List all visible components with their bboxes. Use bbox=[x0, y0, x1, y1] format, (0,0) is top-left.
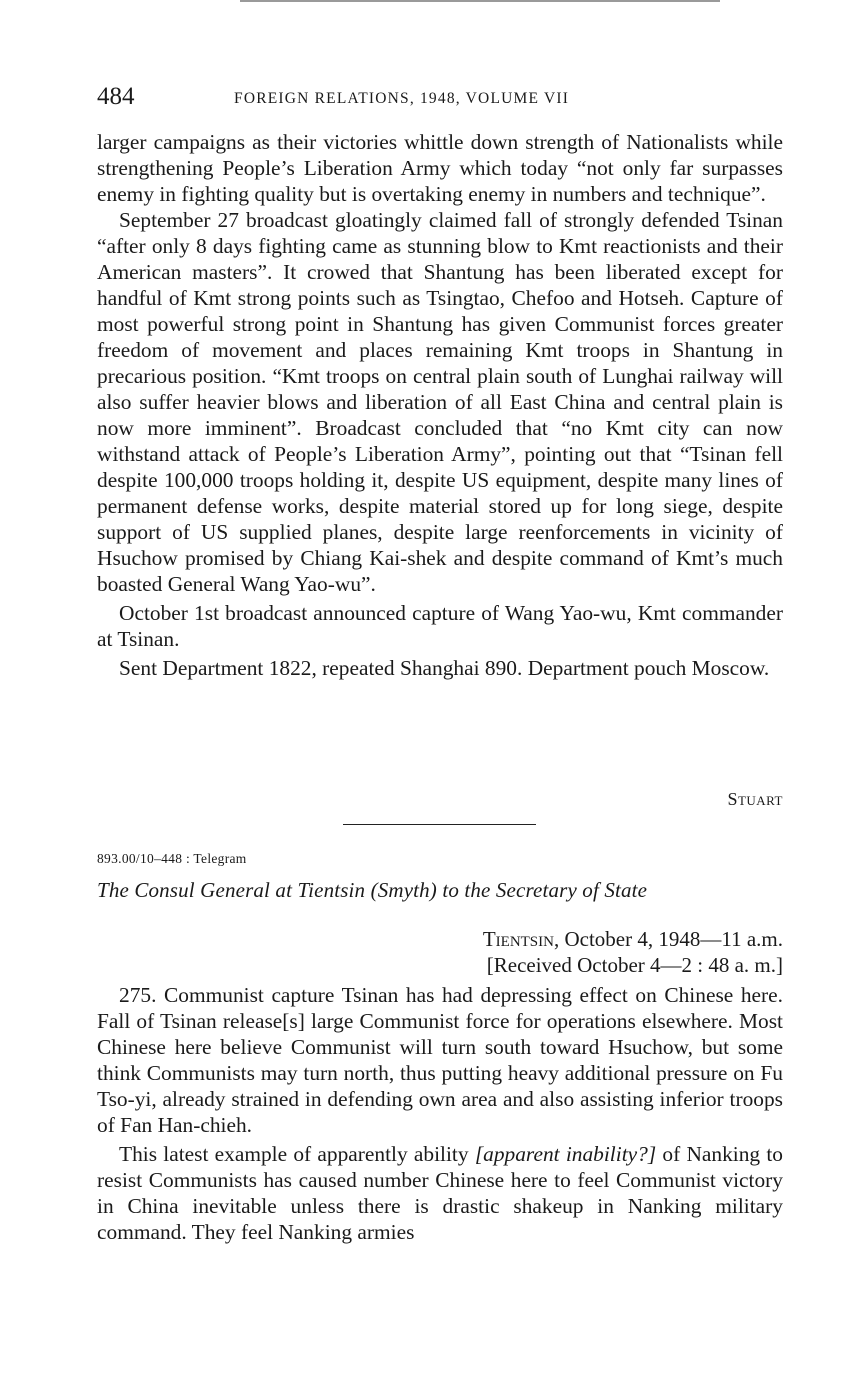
editorial-note bbox=[475, 1142, 656, 1166]
continuation-paragraph: September 27 broadcast gloatingly claimed fall of strongly defended Tsinan “after only 8 days fighting came as stunning blow to Kmt reactionists and their American masters”. It crowed that Shantung has been liberated except for handful of Kmt strong points such as Tsingtao, Chefoo and Hotseh. Capture of most powerful strong point in Shantung has given Communist forces greater freedom of movement and places remaining Kmt troops in Shantung in precarious position. “Kmt troops on central plain south of Lunghai railway will also suffer heavier blows and liberation of all East China and central plain is now more imminent”. Broadcast concluded that “no Kmt city can now withstand attack of People’s Liberation Army”, pointing out that “Tsinan fell despite 100,000 troops holding it, despite US equipment, despite many lines of permanent defense works, despite material stored up for long siege, despite support of US supplied planes, despite large reenforcements in vicinity of Hsuchow promised by Chiang Kai-shek and despite command of Kmt’s much boasted General Wang Yao-wu”. bbox=[97, 208, 783, 596]
continuation-paragraph: October 1st broadcast announced capture of Wang Yao-wu, Kmt commander at Tsinan. bbox=[97, 601, 783, 651]
editorial-note-text: [apparent inability?] bbox=[474, 1142, 657, 1166]
telegram-paragraph: 275. Communist capture Tsinan has had depressing effect on Chinese here. Fall of Tsinan release[s] large Communist force for operations elsewhere. Most Chinese here believe Communist will turn south toward Hsuchow, but some think Communists may turn north, thus putting heavy additional pressure on Fu Tso-yi, already strained in defending own area and also assisting inferior troops of Fan Han-chieh. bbox=[97, 983, 783, 1137]
page-header bbox=[97, 82, 783, 114]
received-line bbox=[487, 952, 783, 978]
document-title: The Consul General at Tientsin (Smyth) to the Secretary of State bbox=[97, 878, 648, 902]
signature bbox=[727, 787, 783, 811]
page-number: 484 bbox=[97, 83, 135, 110]
section-divider bbox=[343, 824, 536, 825]
continuation-paragraph: Sent Department 1822, repeated Shanghai 890. Department pouch Moscow. bbox=[119, 656, 770, 680]
paragraph-text: of Nanking to resist Communists has caused number Chinese here to feel Communist victory in China inevitable unless there is drastic shakeup in Nanking military command. They feel Nanking armies bbox=[97, 1142, 783, 1244]
running-head: FOREIGN RELATIONS, 1948, VOLUME VII bbox=[234, 90, 570, 107]
signature-name: Stuart bbox=[727, 789, 783, 809]
continuation-body bbox=[97, 129, 783, 681]
telegram-body bbox=[97, 982, 783, 1245]
top-scan-edge bbox=[240, 0, 720, 2]
continuation-paragraph: larger campaigns as their victories whittle down strength of Nationalists while strengthening People’s Liberation Army which today “not only far surpasses enemy in fighting quality but is overtaking enemy in numbers and technique”. bbox=[97, 130, 783, 206]
paragraph-text: This latest example of apparently ability bbox=[119, 1142, 475, 1166]
dateline-date: , October 4, 1948—11 a.m. bbox=[553, 927, 783, 951]
received-text: [Received October 4—2 : 48 a. m.] bbox=[486, 953, 783, 977]
telegram-paragraph bbox=[97, 1141, 783, 1245]
dateline-place: Tientsin bbox=[482, 927, 554, 951]
file-reference: 893.00/10–448 : Telegram bbox=[97, 851, 247, 866]
dateline bbox=[483, 926, 783, 952]
